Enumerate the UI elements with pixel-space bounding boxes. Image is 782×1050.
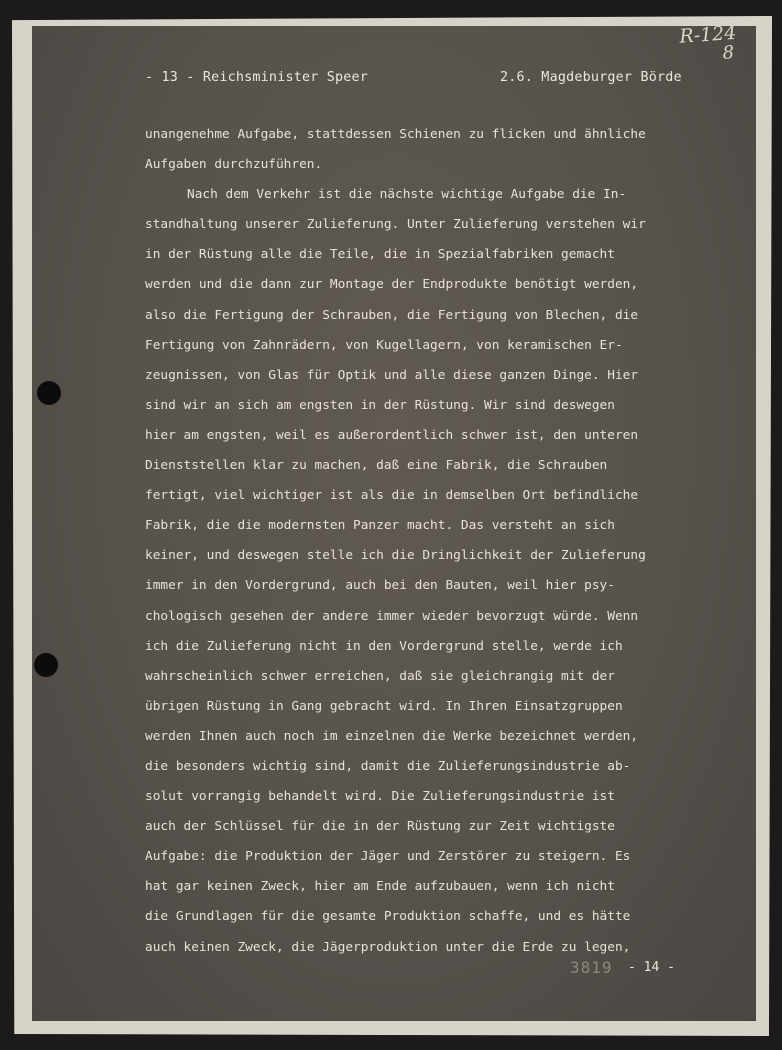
body-line-6: werden und die dann zur Montage der Endprodukte benötigt werden,	[145, 277, 639, 293]
body-line-16: immer in den Vordergrund, auch bei den Bauten, weil hier psy-	[145, 578, 615, 594]
body-line-24: auch der Schlüssel für die in der Rüstung zur Zeit wichtigste	[145, 819, 615, 835]
body-line-2: Aufgaben durchzuführen.	[145, 157, 323, 173]
header-date-and-place: 2.6. Magdeburger Börde	[500, 70, 682, 85]
body-line-26: hat gar keinen Zweck, hier am Ende aufzubauen, wenn ich nicht	[145, 879, 615, 895]
body-line-20: übrigen Rüstung in Gang gebracht wird. In Ihren Einsatzgruppen	[145, 698, 623, 714]
body-line-23: solut vorrangig behandelt wird. Die Zulieferungsindustrie ist	[145, 789, 615, 805]
archive-code-sub: 8	[721, 42, 735, 64]
header-page-and-speaker: - 13 - Reichsminister Speer	[145, 70, 369, 85]
next-page-indicator: - 14 -	[628, 960, 675, 975]
body-line-1: unangenehme Aufgabe, stattdessen Schienen zu flicken und ähnliche	[145, 127, 646, 142]
typewritten-body	[145, 120, 735, 963]
body-line-22: die besonders wichtig sind, damit die Zulieferungsindustrie ab-	[145, 758, 631, 774]
body-line-17: chologisch gesehen der andere immer wieder bevorzugt würde. Wenn	[145, 608, 639, 624]
body-line-21: werden Ihnen auch noch im einzelnen die Werke bezeichnet werden,	[145, 728, 639, 744]
body-line-9: zeugnissen, von Glas für Optik und alle diese ganzen Dinge. Hier	[145, 367, 639, 383]
punch-hole-top	[37, 381, 61, 405]
body-line-7: also die Fertigung der Schrauben, die Fertigung von Blechen, die	[145, 307, 639, 323]
body-line-5: in der Rüstung alle die Teile, die in Spezialfabriken gemacht	[145, 247, 615, 263]
body-line-11: hier am engsten, weil es außerordentlich schwer ist, den unteren	[145, 427, 639, 443]
body-line-8: Fertigung von Zahnrädern, von Kugellagern, von keramischen Er-	[145, 337, 623, 353]
body-line-14: Fabrik, die die modernsten Panzer macht. Das versteht an sich	[145, 518, 615, 534]
body-line-18: ich die Zulieferung nicht in den Vordergrund stelle, werde ich	[145, 638, 623, 654]
body-line-13: fertigt, viel wichtiger ist als die in demselben Ort befindliche	[145, 488, 639, 504]
body-line-27: die Grundlagen für die gesamte Produktion schaffe, und es hätte	[145, 909, 631, 925]
body-line-28: auch keinen Zweck, die Jägerproduktion unter die Erde zu legen,	[145, 939, 631, 955]
punch-hole-bottom	[34, 653, 58, 677]
body-line-10: sind wir an sich am engsten in der Rüstung. Wir sind deswegen	[145, 397, 615, 413]
body-line-4: standhaltung unserer Zulieferung. Unter Zulieferung verstehen wir	[145, 217, 646, 233]
archive-code-main: R-124	[678, 21, 738, 48]
handwritten-archive-code	[679, 21, 762, 66]
body-line-15: keiner, und deswegen stelle ich die Dringlichkeit der Zulieferung	[145, 548, 646, 564]
body-line-25: Aufgabe: die Produktion der Jäger und Zerstörer zu steigern. Es	[145, 849, 631, 865]
body-line-12: Dienststellen klar zu machen, daß eine Fabrik, die Schrauben	[145, 458, 608, 474]
body-line-3: Nach dem Verkehr ist die nächste wichtige Aufgabe die In-	[187, 187, 627, 203]
body-line-19: wahrscheinlich schwer erreichen, daß sie gleichrangig mit der	[145, 668, 615, 684]
document-stamp-number: 3819	[570, 958, 613, 977]
